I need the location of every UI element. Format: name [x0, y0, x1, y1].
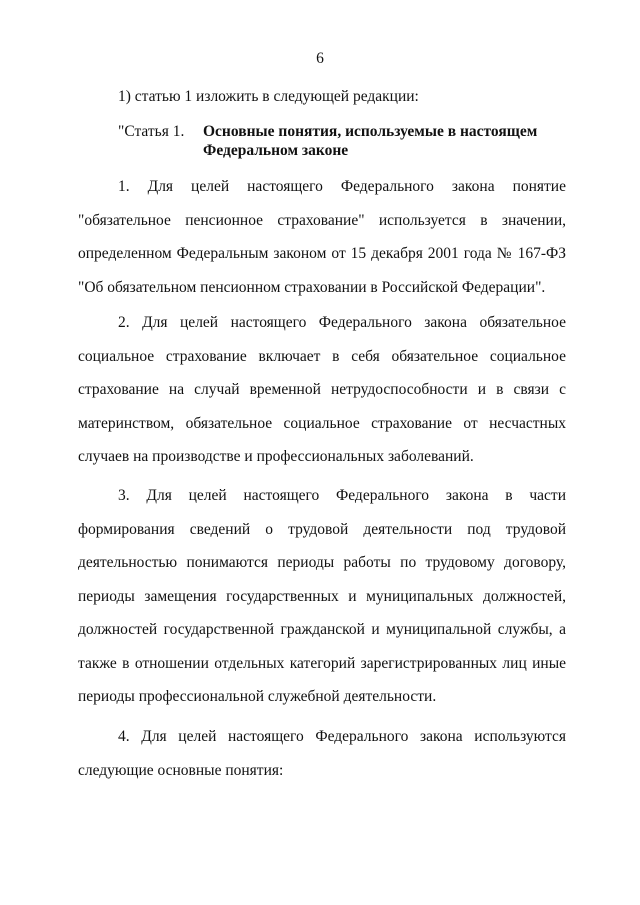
- page-number: 6: [316, 50, 324, 67]
- article-label: "Статья 1.: [118, 123, 185, 140]
- paragraph-1: 1. Для целей настоящего Федерального закона понятие "обязательное пенсионное страхование" используется в значении, определенном Федеральным законом от 15 декабря 2001 года № 167-ФЗ "Об обязательном пенсионном страховании в Российской Федерации".: [78, 178, 566, 296]
- article-title: Основные понятия, используемые в настоящем Федеральном законе: [203, 123, 538, 159]
- paragraph-3: 3. Для целей настоящего Федерального закона в части формирования сведений о трудовой деятельности под трудовой деятельностью понимаются периоды работы по трудовому договору, периоды замещения государственных и муниципальных должностей, должностей государственной гражданской и муниципальной службы, а также в отношении отдельных категорий зарегистрированных лиц иные периоды профессиональной служебной деятельности.: [78, 487, 566, 705]
- paragraph-4: 4. Для целей настоящего Федерального закона используются следующие основные понятия:: [78, 728, 566, 779]
- amendment-intro: 1) статью 1 изложить в следующей редакции:: [118, 88, 419, 105]
- paragraph-2: 2. Для целей настоящего Федерального закона обязательное социальное страхование включает в себя обязательное социальное страхование на случай временной нетрудоспособности и в связи с материнством, обязательное социальное страхование от несчастных случаев на производстве и профессиональных заболеваний.: [78, 314, 566, 465]
